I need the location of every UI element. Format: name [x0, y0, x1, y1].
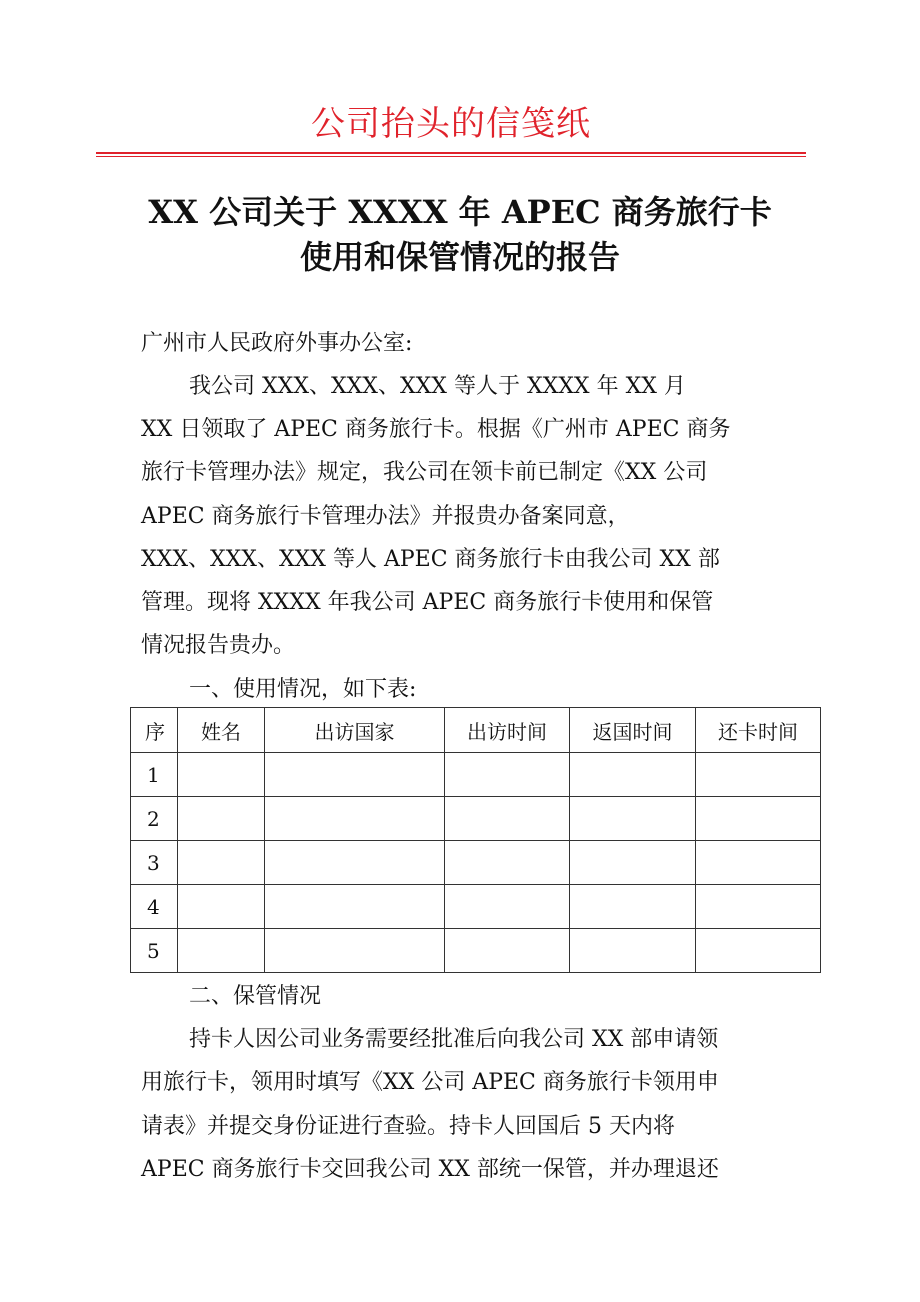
table-cell: [265, 753, 445, 797]
intro-line: APEC 商务旅行卡管理办法》并报贵办备案同意，: [141, 504, 630, 529]
table-header-row: [131, 708, 821, 753]
table-cell: [445, 797, 570, 841]
column-header-return-time: 返国时间: [570, 708, 696, 753]
table-row: [131, 885, 821, 929]
table-cell: [178, 753, 265, 797]
table-cell: [570, 841, 696, 885]
section-1-heading: 一、使用情况，如下表:: [189, 677, 417, 702]
intro-line: 我公司 XXX、XXX、XXX 等人于 XXXX 年 XX 月: [189, 374, 686, 399]
table-cell: [696, 841, 821, 885]
table-cell: [178, 797, 265, 841]
report-title-line-2: 使用和保管情况的报告: [299, 238, 620, 276]
intro-line: XXX、XXX、XXX 等人 APEC 商务旅行卡由我公司 XX 部: [141, 547, 720, 572]
table-cell: [265, 885, 445, 929]
table-cell: [178, 841, 265, 885]
intro-line: 情况报告贵办。: [141, 633, 296, 658]
intro-line: 管理。现将 XXXX 年我公司 APEC 商务旅行卡使用和保管: [141, 590, 714, 615]
table-cell: [696, 929, 821, 973]
column-header-destination: 出访国家: [265, 708, 445, 753]
column-header-index: 序: [131, 708, 178, 753]
row-index: 3: [131, 841, 178, 885]
table-cell: [696, 885, 821, 929]
section-2-line: APEC 商务旅行卡交回我公司 XX 部统一保管，并办理退还: [141, 1157, 719, 1182]
row-index: 1: [131, 753, 178, 797]
table-cell: [570, 885, 696, 929]
column-header-departure-time: 出访时间: [445, 708, 570, 753]
section-2-line: 用旅行卡，领用时填写《XX 公司 APEC 商务旅行卡领用申: [141, 1070, 719, 1095]
usage-table: [130, 707, 821, 973]
table-row: [131, 753, 821, 797]
table-cell: [265, 841, 445, 885]
table-cell: [696, 753, 821, 797]
table-cell: [570, 929, 696, 973]
table-row: [131, 797, 821, 841]
table-row: [131, 841, 821, 885]
intro-line: 旅行卡管理办法》规定，我公司在领卡前已制定《XX 公司: [141, 460, 708, 485]
table-cell: [265, 929, 445, 973]
table-cell: [570, 797, 696, 841]
row-index: 5: [131, 929, 178, 973]
section-2-heading: 二、保管情况: [189, 984, 322, 1009]
column-header-card-return-time: 还卡时间: [696, 708, 821, 753]
table-cell: [178, 885, 265, 929]
table-cell: [445, 753, 570, 797]
column-header-name: 姓名: [178, 708, 265, 753]
letterhead-rule-top: [96, 152, 806, 154]
section-2-line: 请表》并提交身份证进行查验。持卡人回国后 5 天内将: [141, 1114, 675, 1139]
table-cell: [696, 797, 821, 841]
row-index: 2: [131, 797, 178, 841]
section-2-line: 持卡人因公司业务需要经批准后向我公司 XX 部申请领: [189, 1027, 719, 1052]
row-index: 4: [131, 885, 178, 929]
report-title-line-1: XX 公司关于 XXXX 年 APEC 商务旅行卡: [148, 193, 772, 231]
addressee: 广州市人民政府外事办公室:: [141, 331, 413, 356]
table-cell: [178, 929, 265, 973]
intro-line: XX 日领取了 APEC 商务旅行卡。根据《广州市 APEC 商务: [141, 417, 731, 442]
letterhead-rule-bottom: [96, 156, 806, 157]
letterhead-title: 公司抬头的信笺纸: [311, 104, 591, 144]
table-cell: [265, 797, 445, 841]
table-cell: [445, 841, 570, 885]
table-cell: [570, 753, 696, 797]
table-row: [131, 929, 821, 973]
table-cell: [445, 929, 570, 973]
table-cell: [445, 885, 570, 929]
